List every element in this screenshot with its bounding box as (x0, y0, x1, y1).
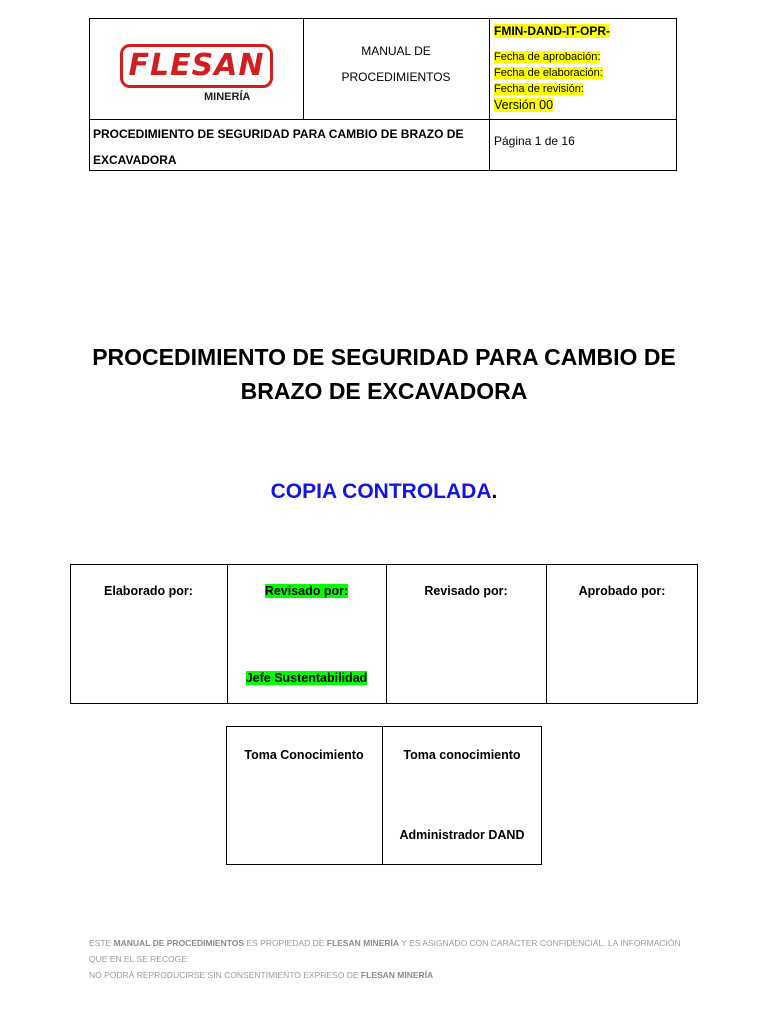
toma-conocimiento-label-2: Toma conocimiento (403, 748, 521, 762)
footer-text: NO PODRÁ REPRODUCIRSE SIN CONSENTIMIENTO EXPRESO DE (89, 970, 361, 980)
manual-label (302, 43, 490, 85)
knowledge-table (226, 726, 542, 865)
jefe-sustentabilidad-role (227, 671, 386, 685)
elaborado-por-label: Elaborado por: (104, 584, 193, 598)
toma-conocimiento-label-1: Toma Conocimiento (244, 748, 364, 762)
controlled-copy-label (0, 480, 768, 504)
footer-bold: MANUAL DE PROCEDIMIENTOS (113, 938, 245, 948)
header-divider (90, 119, 676, 120)
revisado-por-label-1 (227, 584, 386, 598)
footer-text: ES PROPIEDAD DE (244, 938, 327, 948)
document-version: Versión 00 (494, 98, 554, 112)
administrador-dand-role: Administrador DAND (399, 828, 525, 842)
document-title-line2: BRAZO DE EXCAVADORA (240, 378, 528, 404)
jefe-sustentabilidad-text: Jefe Sustentabilidad (245, 671, 368, 685)
manual-label-line1: MANUAL DE (361, 44, 431, 58)
revisado-por-label-2: Revisado por: (424, 584, 508, 598)
footer-text: ESTE (89, 938, 114, 948)
fecha-revision: Fecha de revisión: (494, 83, 584, 95)
aprobado-por-label: Aprobado por: (578, 584, 666, 598)
fecha-aprobacion: Fecha de aprobación: (494, 51, 601, 63)
footer-text: Y ES ASIGNADO CON CARÁCTER CONFIDENCIAL. LA INFORMACIÓN QUE EN EL SE RECOGE (89, 938, 681, 964)
footer-bold: FLESAN MINERÍA (360, 970, 434, 980)
procedure-name (93, 121, 463, 173)
controlled-copy-text: COPIA CONTROLADA (270, 480, 492, 503)
flesan-logo-text: FLESAN (128, 48, 265, 83)
page-number: Página 1 de 16 (494, 134, 575, 148)
document-title (40, 340, 728, 408)
header-divider (489, 19, 490, 170)
document-dates (494, 49, 603, 113)
procedure-name-line2: EXCAVADORA (93, 153, 177, 167)
procedure-name-line1: PROCEDIMIENTO DE SEGURIDAD PARA CAMBIO DE BRAZO DE (93, 127, 464, 141)
fecha-elaboracion: Fecha de elaboración: (494, 67, 603, 79)
revisado-por-text-1: Revisado por: (264, 584, 349, 598)
confidentiality-footer (89, 935, 689, 983)
flesan-logo-subtitle: MINERÍA (204, 91, 251, 103)
document-code: FMIN-DAND-IT-OPR- (494, 24, 610, 38)
controlled-copy-dot: . (491, 480, 498, 503)
footer-bold: FLESAN MINERÍA (326, 938, 399, 948)
manual-label-line2: PROCEDIMIENTOS (341, 70, 451, 84)
document-title-line1: PROCEDIMIENTO DE SEGURIDAD PARA CAMBIO DE (92, 344, 676, 370)
